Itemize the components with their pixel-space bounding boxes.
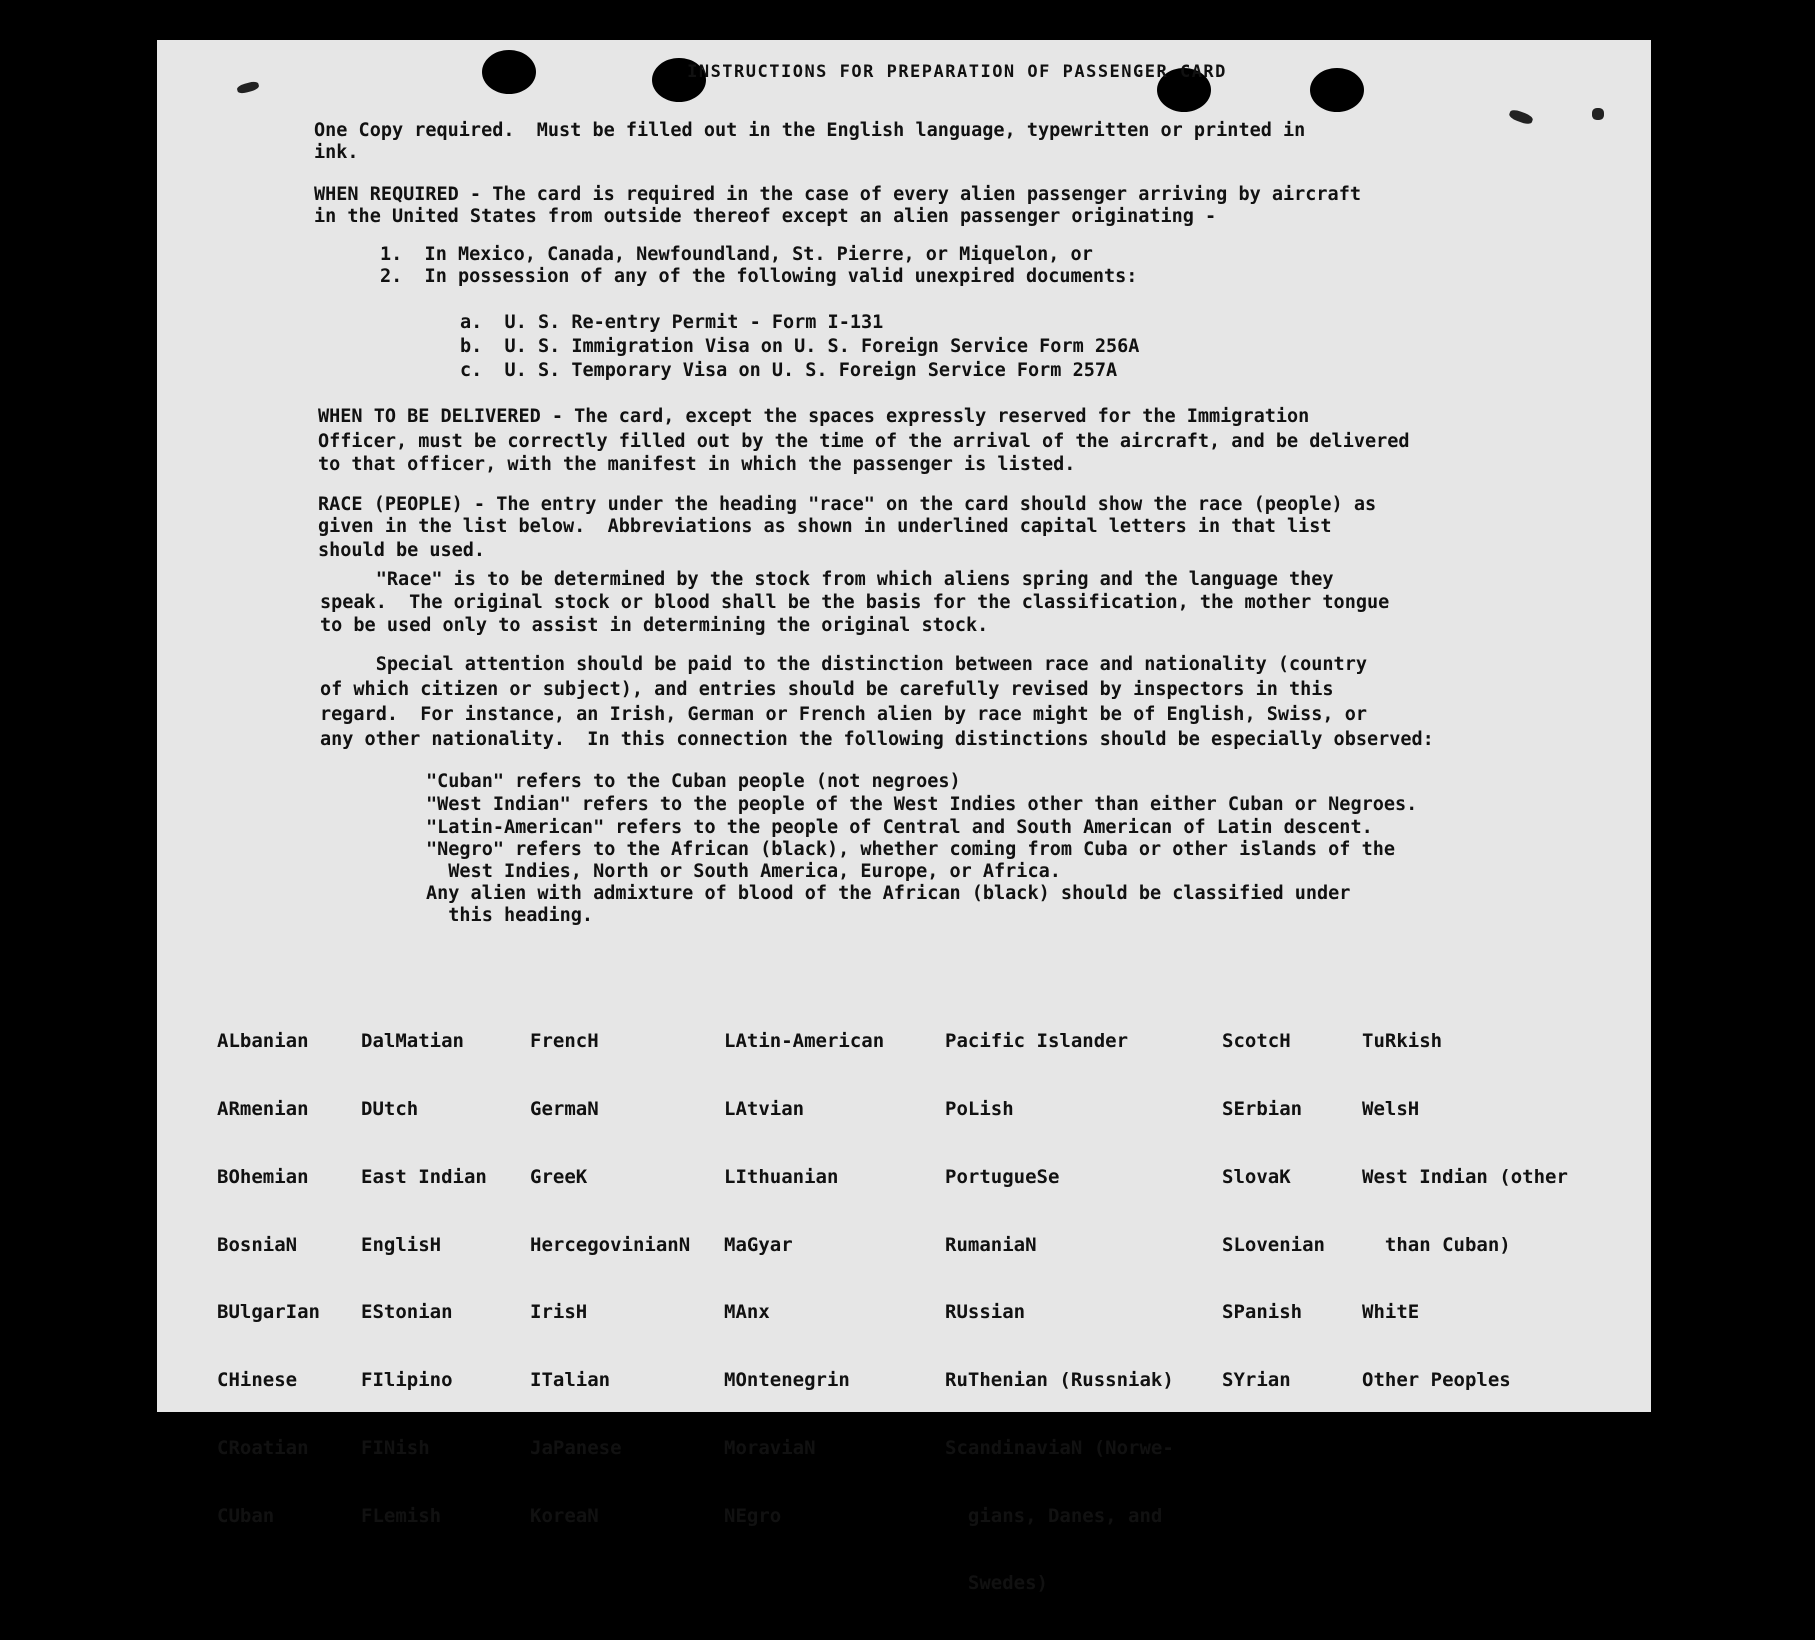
race-entry: JaPanese xyxy=(530,1436,622,1459)
when-required-line: WHEN REQUIRED - The card is required in the case of every alien passenger arriving by aircraft xyxy=(314,184,1361,205)
race-entry: EnglisH xyxy=(361,1233,442,1256)
race-entry: Other Peoples xyxy=(1362,1369,1511,1392)
speck xyxy=(1508,108,1534,126)
special-attention-line: any other nationality. In this connection the following distinctions should be especially observed: xyxy=(320,729,1434,750)
race-entry: RumaniaN xyxy=(945,1233,1037,1256)
race-entry: LAtin-American xyxy=(724,1030,885,1053)
race-list-column xyxy=(1222,985,1325,1437)
race-entry: SlovaK xyxy=(1222,1165,1291,1188)
race-entry: LAtvian xyxy=(724,1097,805,1120)
race-entry: HercegovinianN xyxy=(530,1233,691,1256)
race-entry: ScotcH xyxy=(1222,1030,1291,1053)
race-entry: CHinese xyxy=(217,1369,298,1392)
race-entry: NEgro xyxy=(724,1504,782,1527)
race-entry: MaGyar xyxy=(724,1233,793,1256)
race-entry: FLemish xyxy=(361,1504,442,1527)
race-list-column xyxy=(945,985,1174,1640)
race-list-column xyxy=(217,985,320,1572)
document-item: c. U. S. Temporary Visa on U. S. Foreign Service Form 257A xyxy=(460,360,1118,381)
race-entry: FIlipino xyxy=(361,1369,453,1392)
numbered-item: 1. In Mexico, Canada, Newfoundland, St. Pierre, or Miquelon, or xyxy=(380,244,1093,265)
document-item: a. U. S. Re-entry Permit - Form I-131 xyxy=(460,312,884,333)
when-delivered-line: WHEN TO BE DELIVERED - The card, except the spaces expressly reserved for the Immigration xyxy=(318,406,1310,427)
race-entry: West Indian (other xyxy=(1362,1165,1568,1188)
race-entry: KoreaN xyxy=(530,1504,599,1527)
race-entry: SYrian xyxy=(1222,1369,1291,1392)
race-entry: ITalian xyxy=(530,1369,611,1392)
race-entry: MOntenegrin xyxy=(724,1369,850,1392)
race-entry: BOhemian xyxy=(217,1165,309,1188)
special-attention-line: of which citizen or subject), and entries should be carefully revised by inspectors in this xyxy=(320,679,1334,700)
distinction-line: West Indies, North or South America, Europe, or Africa. xyxy=(426,861,1061,882)
race-entry: WhitE xyxy=(1362,1301,1420,1324)
race-entry: PoLish xyxy=(945,1097,1014,1120)
race-entry: MoraviaN xyxy=(724,1436,816,1459)
race-definition-line: "Race" is to be determined by the stock from which aliens spring and the language they xyxy=(320,569,1334,590)
document-item: b. U. S. Immigration Visa on U. S. Foreign Service Form 256A xyxy=(460,336,1140,357)
special-attention-line: regard. For instance, an Irish, German or French alien by race might be of English, Swiss, or xyxy=(320,704,1367,725)
race-entry: LIthuanian xyxy=(724,1165,839,1188)
race-entry: FINish xyxy=(361,1436,430,1459)
when-required-line: in the United States from outside thereof except an alien passenger originating - xyxy=(314,206,1217,227)
distinction-line: "West Indian" refers to the people of the West Indies other than either Cuban or Negroes. xyxy=(426,794,1418,815)
race-definition-line: speak. The original stock or blood shall be the basis for the classification, the mother tongue xyxy=(320,592,1390,613)
race-list-column xyxy=(530,985,690,1572)
race-entry: MAnx xyxy=(724,1301,770,1324)
race-list-column xyxy=(1362,985,1568,1437)
distinction-line: this heading. xyxy=(426,905,594,926)
race-entry: ARmenian xyxy=(217,1097,309,1120)
race-entry: Swedes) xyxy=(945,1572,1048,1595)
race-entry: FrencH xyxy=(530,1030,599,1053)
distinction-line: Any alien with admixture of blood of the African (black) should be classified under xyxy=(426,883,1351,904)
numbered-item: 2. In possession of any of the following valid unexpired documents: xyxy=(380,266,1138,287)
race-entry: EStonian xyxy=(361,1301,453,1324)
distinction-line: "Negro" refers to the African (black), whether coming from Cuba or other islands of the xyxy=(426,839,1396,860)
speck xyxy=(236,80,260,94)
race-entry: than Cuban) xyxy=(1362,1233,1511,1256)
race-entry: SPanish xyxy=(1222,1301,1303,1324)
race-entry: WelsH xyxy=(1362,1097,1420,1120)
race-entry: gians, Danes, and xyxy=(945,1504,1163,1527)
race-line: RACE (PEOPLE) - The entry under the heading "race" on the card should show the race (people) as xyxy=(318,494,1377,515)
race-entry: RUssian xyxy=(945,1301,1026,1324)
race-entry: SErbian xyxy=(1222,1097,1303,1120)
race-list-column xyxy=(361,985,487,1572)
race-entry: SLovenian xyxy=(1222,1233,1325,1256)
race-line: should be used. xyxy=(318,540,486,561)
race-entry: DalMatian xyxy=(361,1030,464,1053)
race-list-column xyxy=(724,985,884,1572)
race-entry: DUtch xyxy=(361,1097,419,1120)
race-entry: CRoatian xyxy=(217,1436,309,1459)
race-entry: GermaN xyxy=(530,1097,599,1120)
race-entry: IrisH xyxy=(530,1301,588,1324)
when-delivered-line: to that officer, with the manifest in which the passenger is listed. xyxy=(318,454,1076,475)
race-entry: RuThenian (Russniak) xyxy=(945,1369,1174,1392)
distinction-line: "Latin-American" refers to the people of Central and South American of Latin descent. xyxy=(426,817,1373,838)
race-entry: ALbanian xyxy=(217,1030,309,1053)
race-line: given in the list below. Abbreviations as shown in underlined capital letters in that list xyxy=(318,516,1332,537)
race-entry: ScandinaviaN (Norwe- xyxy=(945,1436,1174,1459)
race-entry: CUban xyxy=(217,1504,275,1527)
punch-hole xyxy=(482,50,536,94)
race-entry: PortugueSe xyxy=(945,1165,1060,1188)
race-definition-line: to be used only to assist in determining the original stock. xyxy=(320,615,989,636)
race-entry: East Indian xyxy=(361,1165,487,1188)
document-page xyxy=(157,40,1651,1595)
race-entry: BosniaN xyxy=(217,1233,298,1256)
intro-line: One Copy required. Must be filled out in the English language, typewritten or printed in xyxy=(314,120,1306,141)
race-entry: BUlgarIan xyxy=(217,1301,320,1324)
special-attention-line: Special attention should be paid to the distinction between race and nationality (country xyxy=(320,654,1367,675)
page-title: INSTRUCTIONS FOR PREPARATION OF PASSENGER CARD xyxy=(687,62,1227,82)
race-entry: Pacific Islander xyxy=(945,1030,1129,1053)
race-entry: TuRkish xyxy=(1362,1030,1443,1053)
when-delivered-line: Officer, must be correctly filled out by the time of the arrival of the aircraft, and be delivered xyxy=(318,431,1410,452)
distinction-line: "Cuban" refers to the Cuban people (not negroes) xyxy=(426,771,961,792)
race-entry: GreeK xyxy=(530,1165,588,1188)
intro-line: ink. xyxy=(314,142,359,163)
speck xyxy=(1592,108,1604,120)
